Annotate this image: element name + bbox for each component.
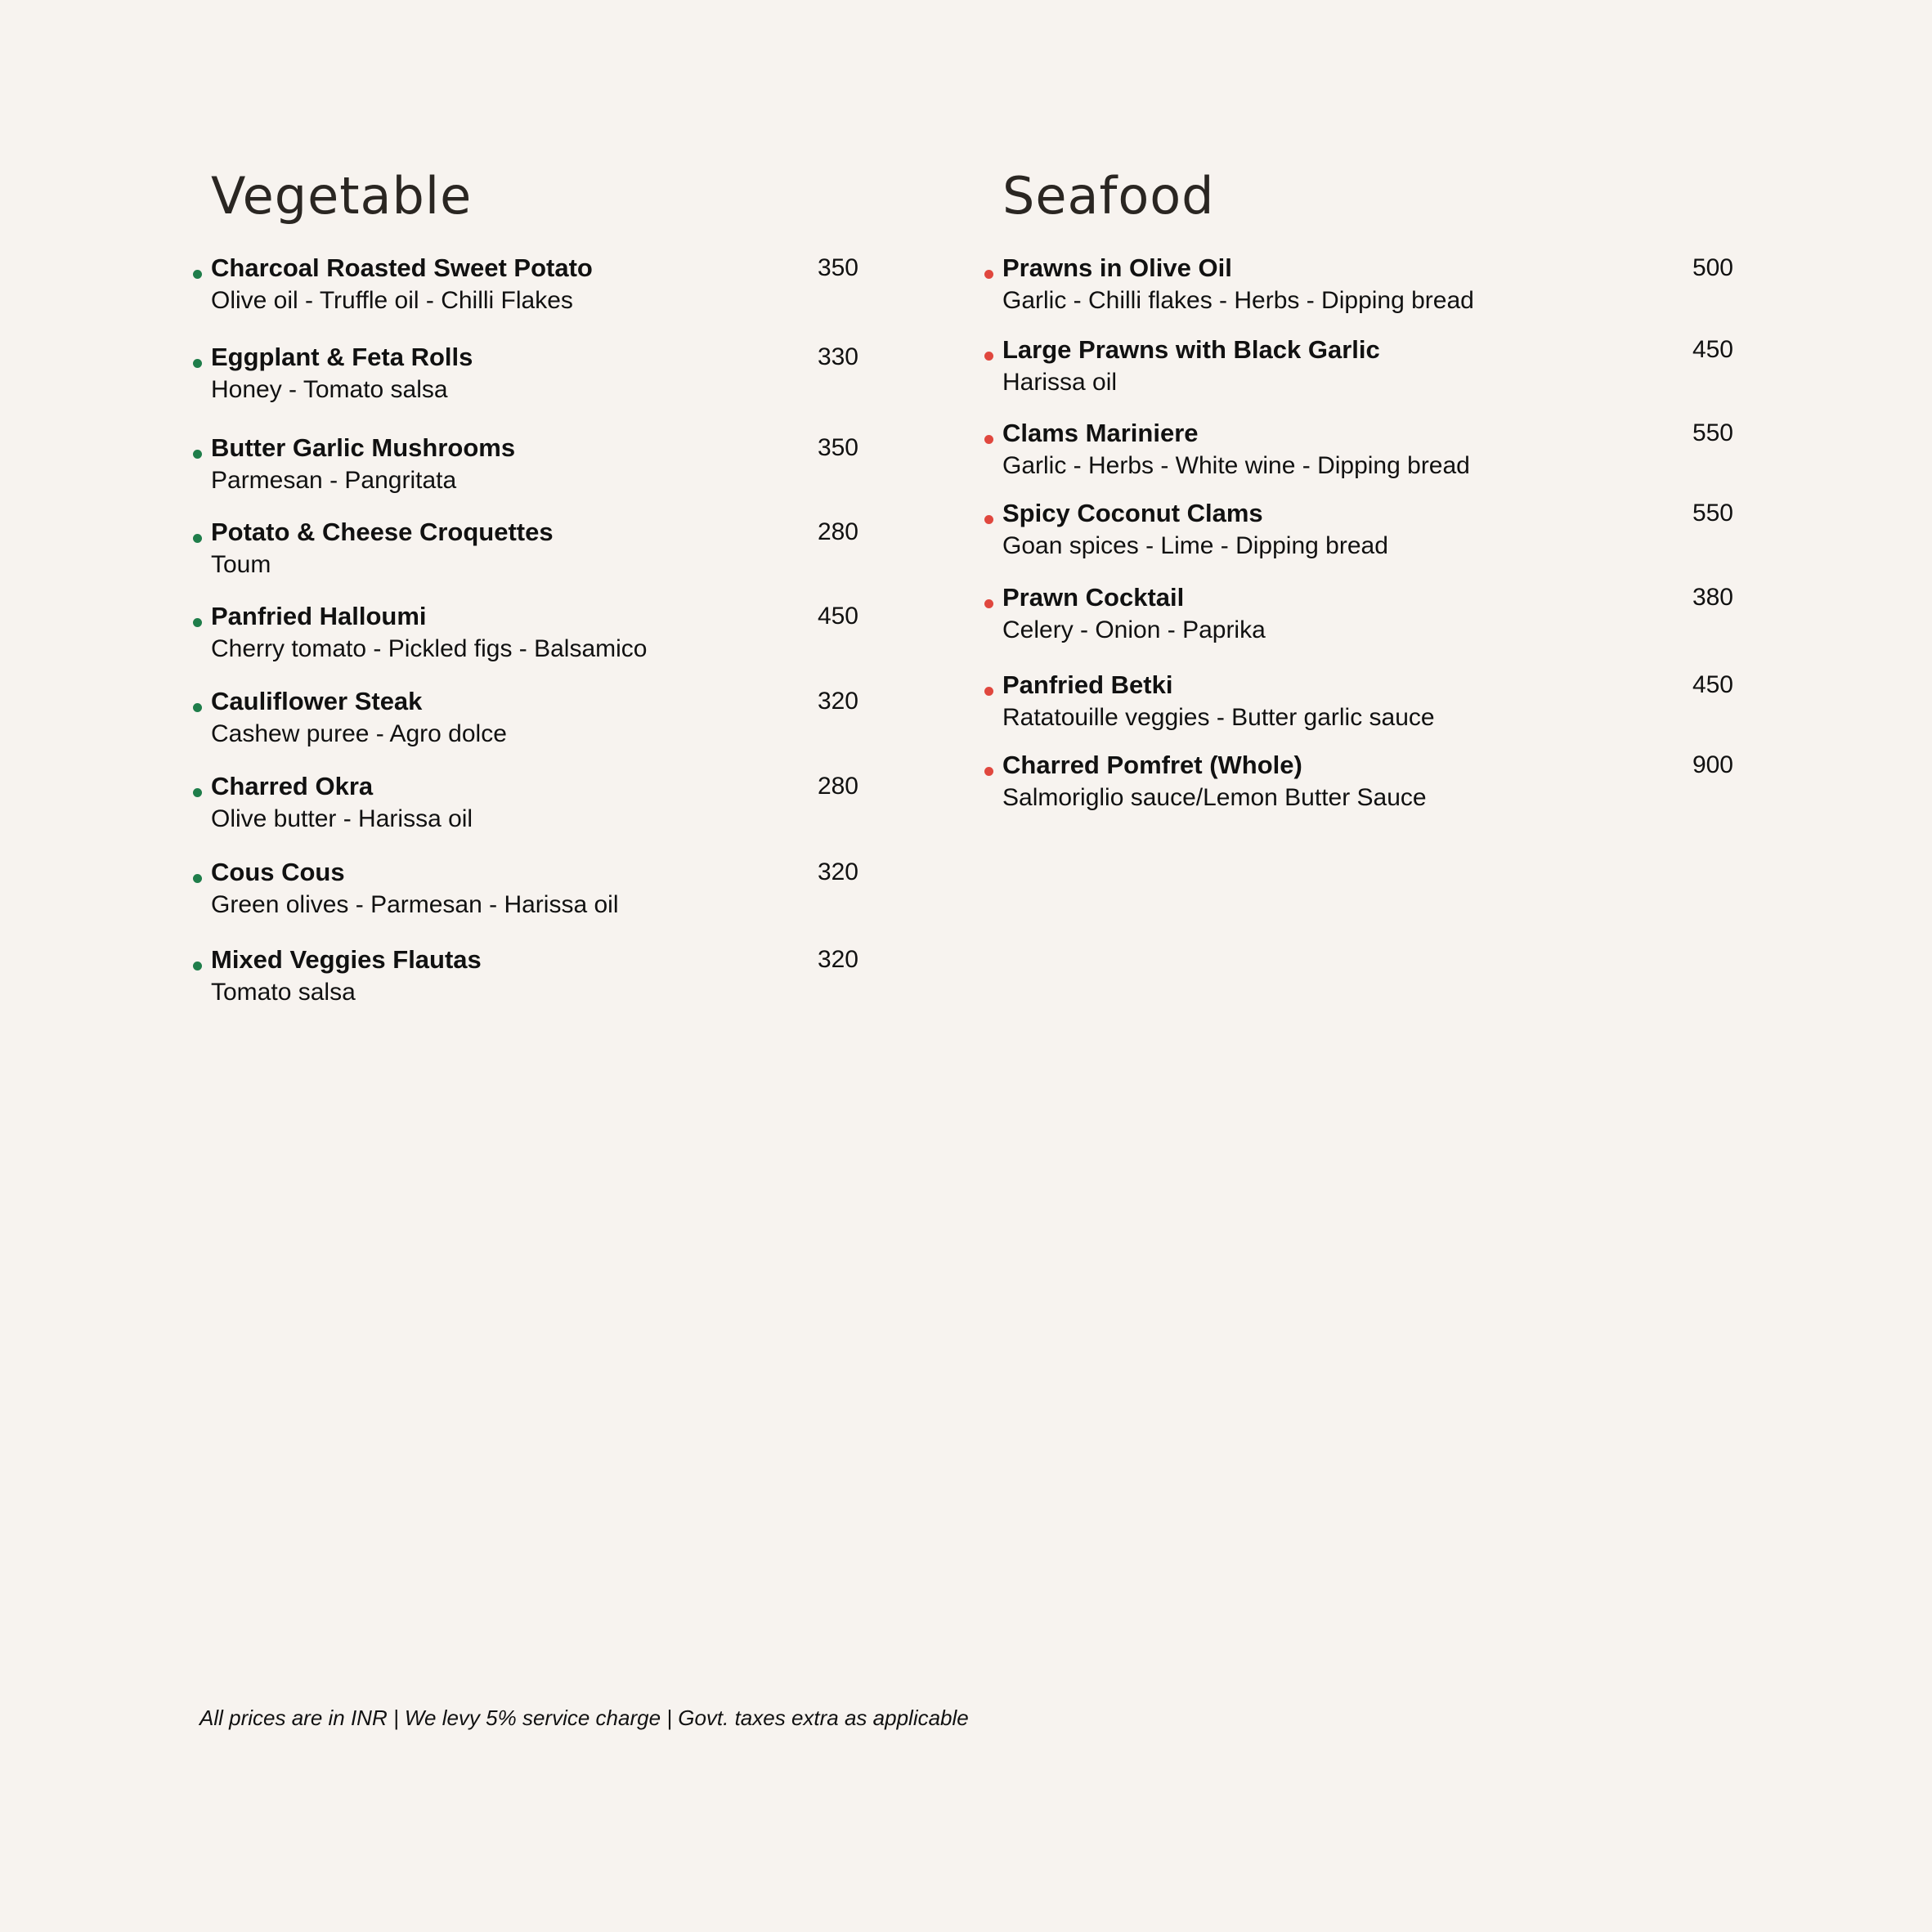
menu-item <box>211 944 858 1009</box>
menu-item <box>211 685 858 751</box>
item-name: Charcoal Roasted Sweet Potato <box>211 253 593 282</box>
seafood-bullet-icon <box>984 687 993 696</box>
item-description: Toum <box>211 551 271 578</box>
veg-bullet-icon <box>193 703 202 712</box>
veg-bullet-icon <box>193 359 202 368</box>
veg-bullet-icon <box>193 874 202 883</box>
veg-bullet-icon <box>193 788 202 797</box>
item-description: Tomato salsa <box>211 979 356 1006</box>
seafood-bullet-icon <box>984 435 993 444</box>
item-name: Cauliflower Steak <box>211 687 423 715</box>
menu-item <box>211 341 858 406</box>
item-description: Parmesan - Pangritata <box>211 467 457 494</box>
item-name: Prawns in Olive Oil <box>1002 253 1232 282</box>
seafood-bullet-icon <box>984 599 993 608</box>
footer-note: All prices are in INR | We levy 5% service charge | Govt. taxes extra as applicable <box>199 1706 969 1730</box>
vegetable-title: Vegetable <box>211 166 473 226</box>
menu-item <box>211 432 858 497</box>
item-price: 320 <box>817 688 858 715</box>
item-description: Olive oil - Truffle oil - Chilli Flakes <box>211 287 573 314</box>
menu-item <box>211 600 858 666</box>
item-name: Prawn Cocktail <box>1002 583 1185 612</box>
menu-item <box>211 516 858 581</box>
menu-item <box>1002 581 1733 647</box>
veg-bullet-icon <box>193 962 202 970</box>
seafood-bullet-icon <box>984 352 993 361</box>
seafood-title: Seafood <box>1002 166 1215 226</box>
item-name: Panfried Halloumi <box>211 602 427 630</box>
item-description: Green olives - Parmesan - Harissa oil <box>211 891 619 918</box>
item-price: 450 <box>817 603 858 630</box>
item-price: 280 <box>817 518 858 545</box>
item-price: 280 <box>817 773 858 800</box>
seafood-section <box>1002 155 1733 811</box>
item-price: 500 <box>1692 254 1733 281</box>
item-description: Olive butter - Harissa oil <box>211 805 473 832</box>
item-price: 330 <box>817 343 858 370</box>
veg-bullet-icon <box>193 534 202 543</box>
item-price: 550 <box>1692 500 1733 527</box>
item-description: Harissa oil <box>1002 369 1118 396</box>
menu-item <box>1002 669 1733 734</box>
menu-item <box>1002 334 1733 399</box>
menu-item <box>211 770 858 836</box>
vegetable-section <box>211 155 858 1006</box>
item-description: Salmoriglio sauce/Lemon Butter Sauce <box>1002 784 1427 811</box>
item-price: 380 <box>1692 584 1733 611</box>
item-name: Butter Garlic Mushrooms <box>211 433 516 462</box>
veg-bullet-icon <box>193 618 202 627</box>
menu-item <box>211 252 858 317</box>
item-description: Ratatouille veggies - Butter garlic sauce <box>1002 704 1435 731</box>
item-price: 450 <box>1692 336 1733 363</box>
item-name: Charred Pomfret (Whole) <box>1002 751 1302 779</box>
item-price: 320 <box>817 946 858 973</box>
seafood-bullet-icon <box>984 270 993 279</box>
menu-item <box>1002 252 1733 317</box>
item-name: Clams Mariniere <box>1002 419 1199 447</box>
menu-item <box>1002 417 1733 482</box>
item-name: Cous Cous <box>211 858 345 886</box>
seafood-bullet-icon <box>984 767 993 776</box>
item-description: Goan spices - Lime - Dipping bread <box>1002 532 1388 559</box>
item-description: Garlic - Chilli flakes - Herbs - Dipping bread <box>1002 287 1474 314</box>
item-name: Mixed Veggies Flautas <box>211 945 482 974</box>
item-price: 320 <box>817 858 858 885</box>
menu-item <box>1002 497 1733 563</box>
item-price: 900 <box>1692 751 1733 778</box>
item-price: 550 <box>1692 419 1733 446</box>
veg-bullet-icon <box>193 270 202 279</box>
menu-item <box>211 856 858 921</box>
item-price: 450 <box>1692 671 1733 698</box>
item-name: Large Prawns with Black Garlic <box>1002 335 1380 364</box>
veg-bullet-icon <box>193 450 202 459</box>
item-name: Eggplant & Feta Rolls <box>211 343 473 371</box>
item-description: Garlic - Herbs - White wine - Dipping bread <box>1002 452 1470 479</box>
seafood-bullet-icon <box>984 515 993 524</box>
menu-item <box>1002 749 1733 814</box>
item-name: Potato & Cheese Croquettes <box>211 518 554 546</box>
item-price: 350 <box>817 434 858 461</box>
item-price: 350 <box>817 254 858 281</box>
item-name: Panfried Betki <box>1002 670 1173 699</box>
item-description: Celery - Onion - Paprika <box>1002 616 1266 643</box>
item-name: Spicy Coconut Clams <box>1002 499 1263 527</box>
item-description: Cherry tomato - Pickled figs - Balsamico <box>211 635 648 662</box>
item-description: Cashew puree - Agro dolce <box>211 720 507 747</box>
item-name: Charred Okra <box>211 772 374 800</box>
item-description: Honey - Tomato salsa <box>211 376 448 403</box>
